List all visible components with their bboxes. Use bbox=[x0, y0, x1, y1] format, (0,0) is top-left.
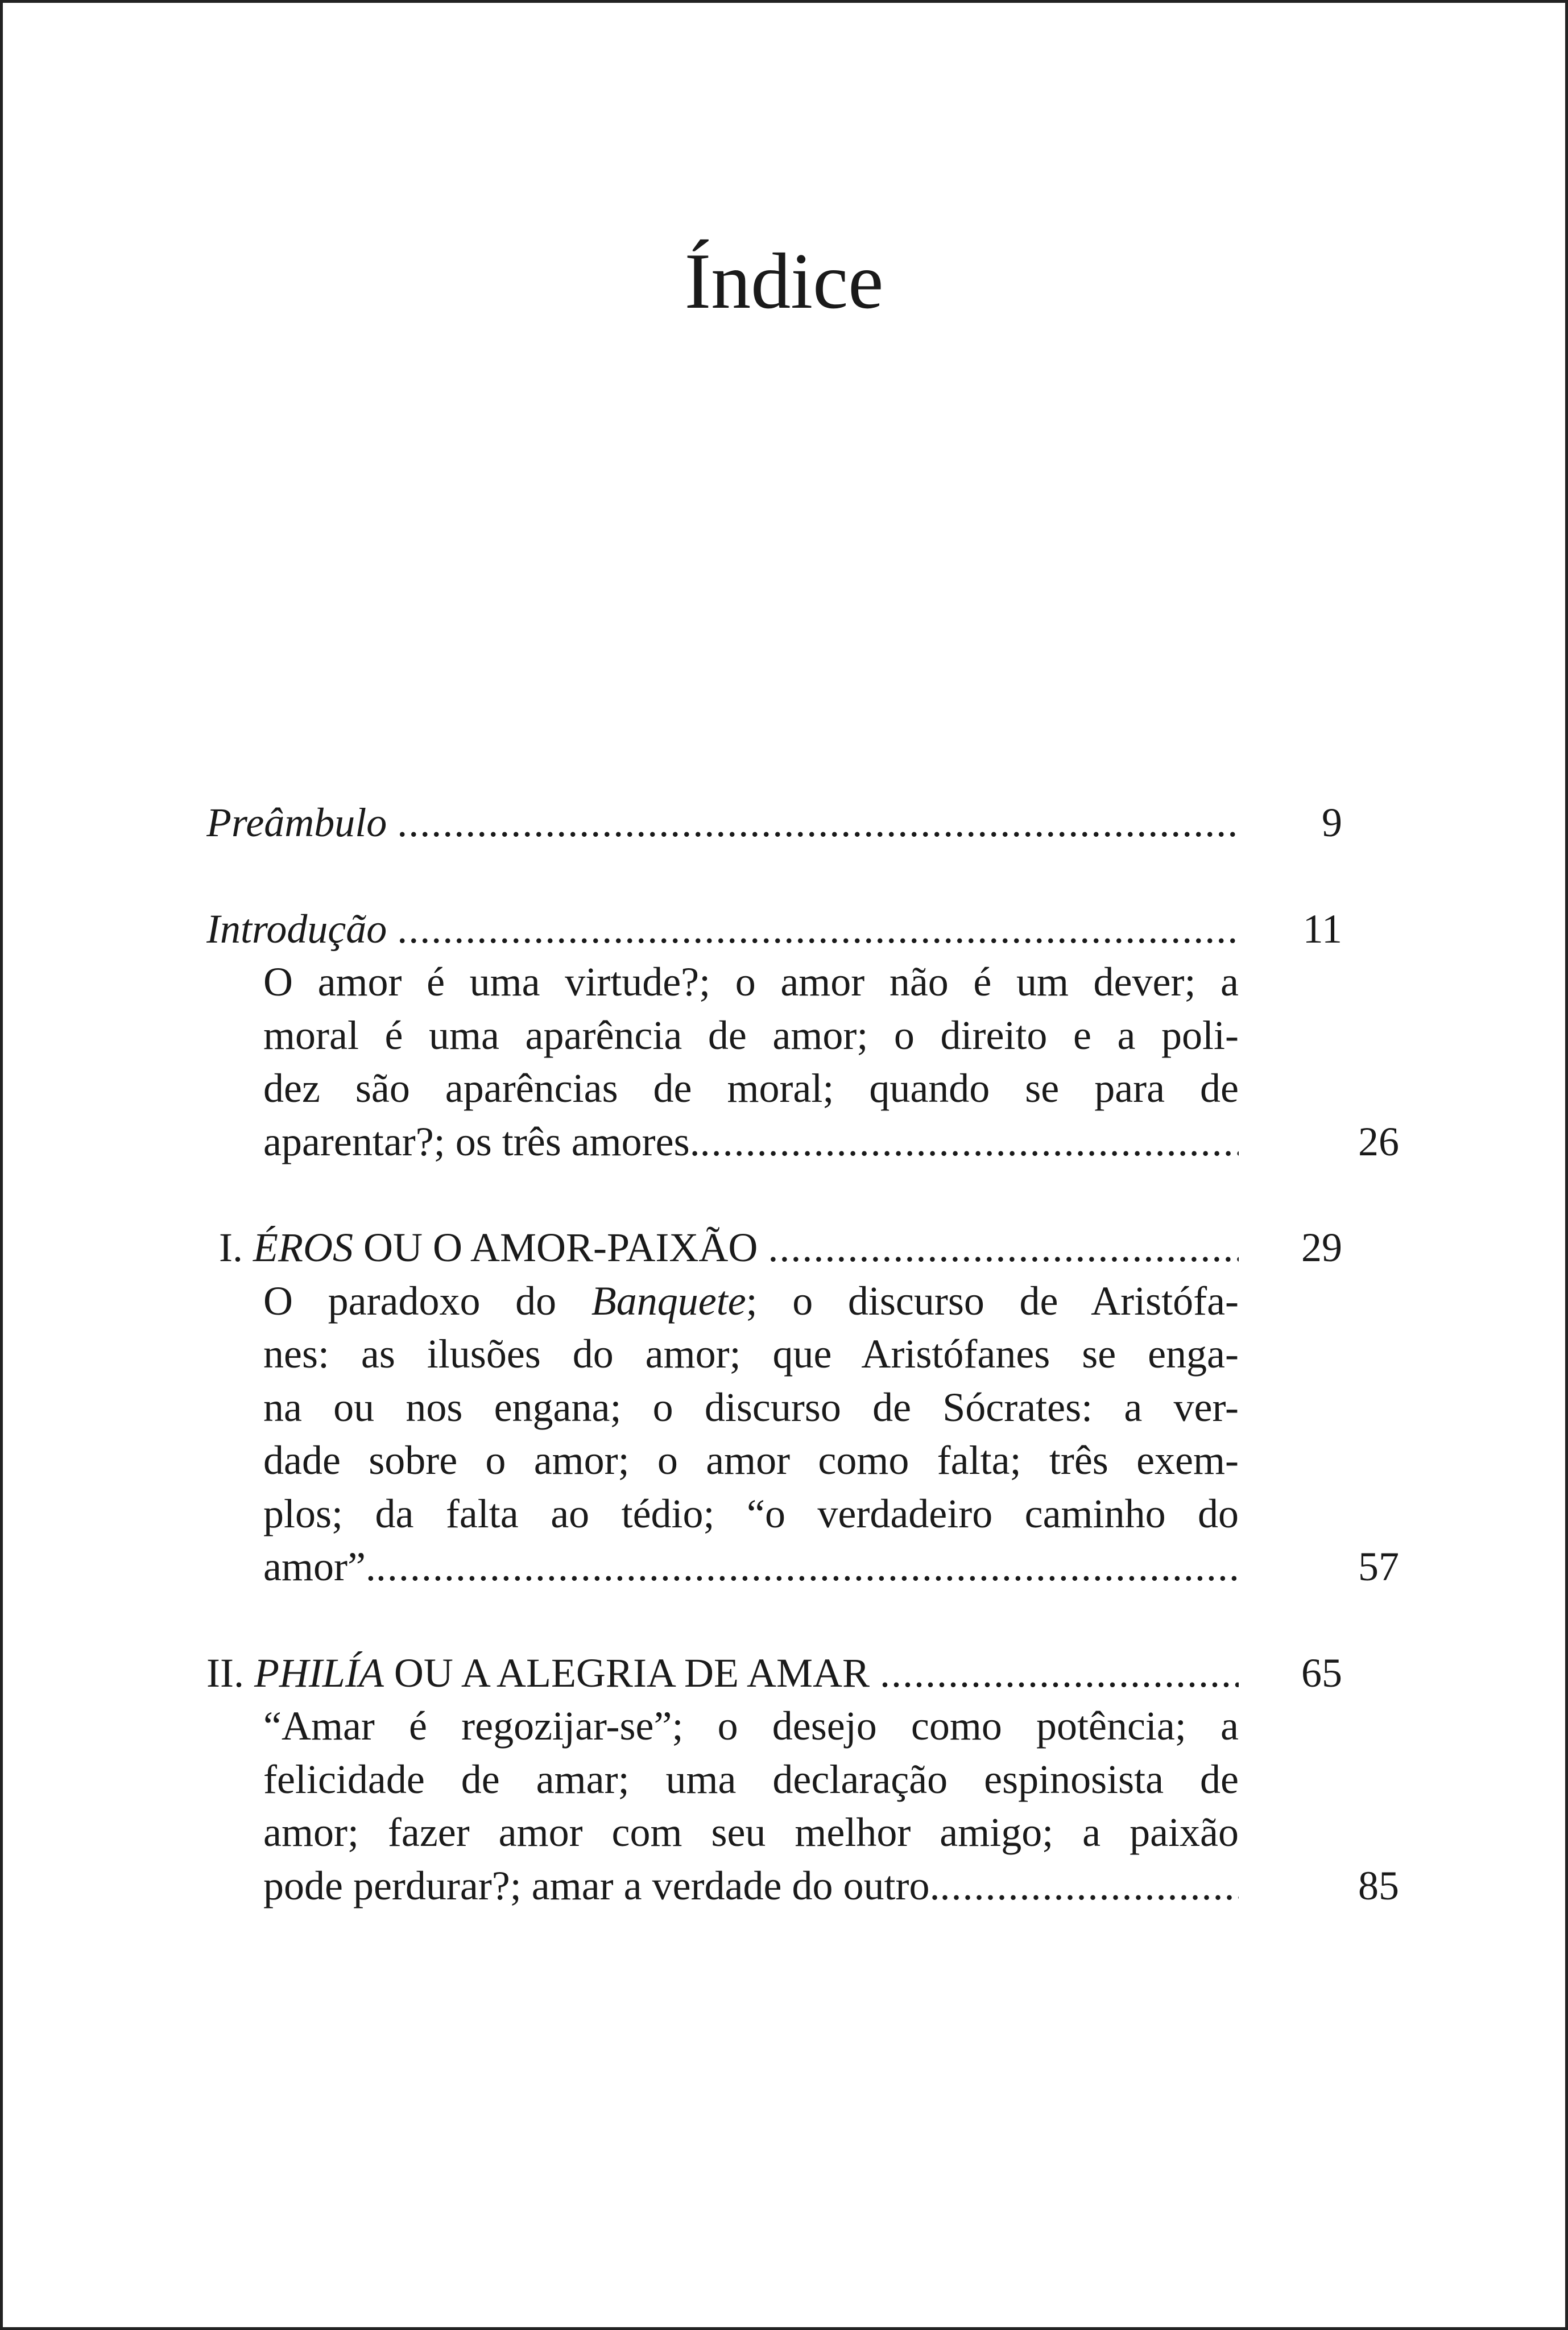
description-line: “Amar é regozijar-se”; o desejo como potência; a bbox=[263, 1703, 1239, 1749]
dot-leader bbox=[397, 796, 1239, 850]
description-line: moral é uma aparência de amor; o direito e a poli- bbox=[263, 1012, 1239, 1058]
toc-heading-line bbox=[206, 1221, 1342, 1275]
entry-description bbox=[206, 1275, 1399, 1594]
entry-description bbox=[206, 1700, 1399, 1912]
dot-leader bbox=[768, 1221, 1239, 1275]
description-line: amor; fazer amor com seu melhor amigo; a paixão bbox=[263, 1810, 1239, 1855]
entry-label: Introdução bbox=[206, 906, 387, 952]
description-line: amor”. bbox=[263, 1544, 376, 1589]
chapter-number: I. bbox=[219, 1225, 253, 1270]
description-line: O paradoxo do Banquete; o discurso de Aristófa- bbox=[263, 1278, 1239, 1324]
page-number: 11 bbox=[1302, 906, 1342, 952]
page-number: 9 bbox=[1322, 800, 1342, 845]
toc-entry-introducao bbox=[206, 903, 1399, 1169]
toc-heading-line bbox=[206, 903, 1342, 956]
description-line: dez são aparências de moral; quando se para de bbox=[263, 1065, 1239, 1111]
description-line: dade sobre o amor; o amor como falta; três exem- bbox=[263, 1437, 1239, 1483]
toc-entry-philia bbox=[206, 1647, 1399, 1913]
entry-description bbox=[206, 956, 1399, 1168]
toc-heading-line bbox=[206, 796, 1342, 850]
entry-label-rest: OU A ALEGRIA DE AMAR bbox=[383, 1650, 870, 1696]
description-line: aparentar?; os três amores. bbox=[263, 1118, 700, 1164]
dot-leader bbox=[700, 1116, 1239, 1169]
page-title: Índice bbox=[684, 237, 884, 325]
dot-leader bbox=[397, 903, 1239, 956]
toc-entry-eros bbox=[206, 1221, 1399, 1594]
entry-label: PHILÍA bbox=[254, 1650, 384, 1696]
entry-label: Preâmbulo bbox=[206, 800, 387, 845]
dot-leader bbox=[940, 1860, 1239, 1913]
table-of-contents bbox=[206, 796, 1399, 1965]
page-number: 65 bbox=[1301, 1650, 1342, 1696]
page-number: 57 bbox=[1358, 1544, 1399, 1589]
page-number: 26 bbox=[1358, 1118, 1399, 1164]
page-number: 29 bbox=[1301, 1225, 1342, 1270]
description-line: O amor é uma virtude?; o amor não é um dever; a bbox=[263, 959, 1239, 1005]
description-line: nes: as ilusões do amor; que Aristófanes se enga- bbox=[263, 1331, 1239, 1377]
toc-heading-line bbox=[206, 1647, 1342, 1700]
description-line: na ou nos engana; o discurso de Sócrates: a ver- bbox=[263, 1384, 1239, 1430]
description-line: felicidade de amar; uma declaração espinosista de bbox=[263, 1756, 1239, 1802]
entry-label: ÉROS bbox=[253, 1225, 353, 1270]
description-line: pode perdurar?; amar a verdade do outro. bbox=[263, 1862, 940, 1908]
description-line: plos; da falta ao tédio; “o verdadeiro caminho do bbox=[263, 1490, 1239, 1536]
toc-entry-preambulo bbox=[206, 796, 1342, 850]
dot-leader bbox=[376, 1540, 1239, 1594]
chapter-number: II. bbox=[206, 1650, 254, 1696]
dot-leader bbox=[880, 1647, 1239, 1700]
entry-label-rest: OU O AMOR-PAIXÃO bbox=[353, 1225, 758, 1270]
page-number: 85 bbox=[1358, 1862, 1399, 1908]
